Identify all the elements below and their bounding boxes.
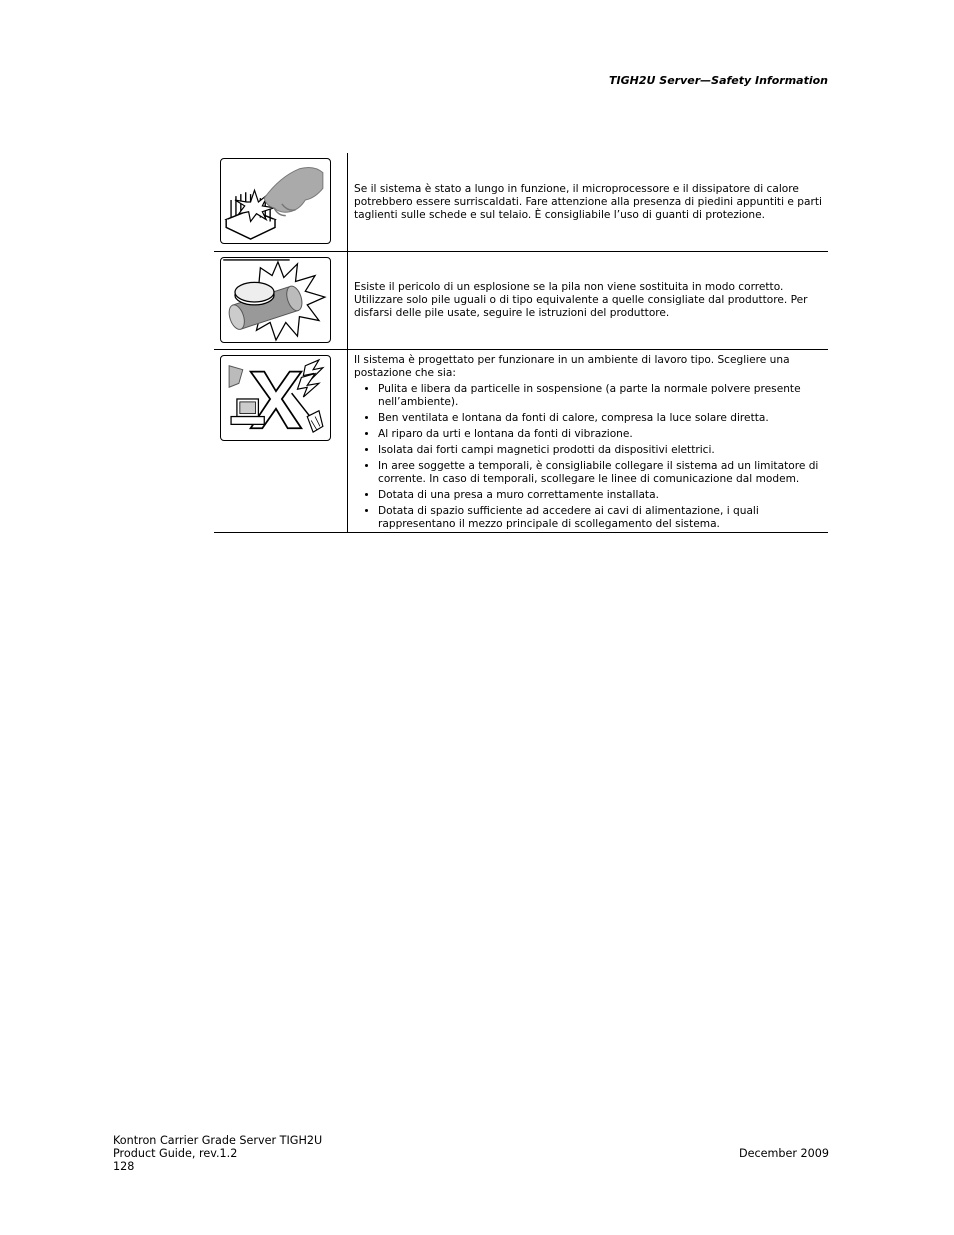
row-text: [348, 350, 828, 532]
icon-cell: [214, 350, 348, 532]
page-header: TIGH2U Server—Safety Information: [609, 74, 828, 87]
list-item: • Ben ventilata e lontana da fonti di calore, compresa la luce solare diretta.: [378, 412, 822, 425]
environment-hazards-icon: [220, 355, 331, 441]
table-row: [214, 350, 828, 533]
list-item: • Dotata di una presa a muro correttamente installata.: [378, 489, 822, 502]
table-row: [214, 252, 828, 350]
list-item: • Dotata di spazio sufficiente ad accedere ai cavi di alimentazione, i quali rappresentano il mezzo principale di scollegamento del sistema.: [378, 505, 822, 531]
icon-cell: [214, 252, 348, 349]
row-text: Esiste il pericolo di un esplosione se la pila non viene sostituita in modo corretto. Utilizzare solo pile uguali o di tipo equivalente a quelle consigliate dal produttore. Per disfarsi delle pile usate, seguire le istruzioni del produttore.: [354, 281, 808, 319]
icon-cell: [214, 153, 348, 251]
list-item: • In aree soggette a temporali, è consigliabile collegare il sistema ad un limitatore di corrente. In caso di temporali, scollegare le linee di comunicazione dal modem.: [378, 460, 822, 486]
hot-heatsink-hand-icon: [220, 158, 331, 244]
list-item: • Pulita e libera da particelle in sospensione (a parte la normale polvere presente nell’ambiente).: [378, 383, 822, 409]
table-row: [214, 153, 828, 252]
footer-guide: Product Guide, rev.1.2: [113, 1147, 238, 1160]
list-item: • Al riparo da urti e lontana da fonti di vibrazione.: [378, 428, 822, 441]
page-number: 128: [113, 1160, 135, 1173]
safety-table: [214, 153, 828, 533]
requirements-list: [354, 383, 822, 531]
intro-text: Il sistema è progettato per funzionare in un ambiente di lavoro tipo. Scegliere una postazione che sia:: [354, 354, 790, 379]
footer-date: December 2009: [738, 1147, 829, 1160]
battery-explosion-icon: [220, 257, 331, 343]
footer-product: Kontron Carrier Grade Server TIGH2U: [113, 1134, 323, 1147]
footer-left: [113, 1134, 322, 1173]
list-item: • Isolata dai forti campi magnetici prodotti da dispositivi elettrici.: [378, 444, 822, 457]
row-text: Se il sistema è stato a lungo in funzione, il microprocessore e il dissipatore di calore potrebbero essere surriscaldati. Fare attenzione alla presenza di piedini appuntiti e parti taglienti sulle schede e sul telaio. È consigliabile l’uso di guanti di protezione.: [354, 182, 822, 221]
